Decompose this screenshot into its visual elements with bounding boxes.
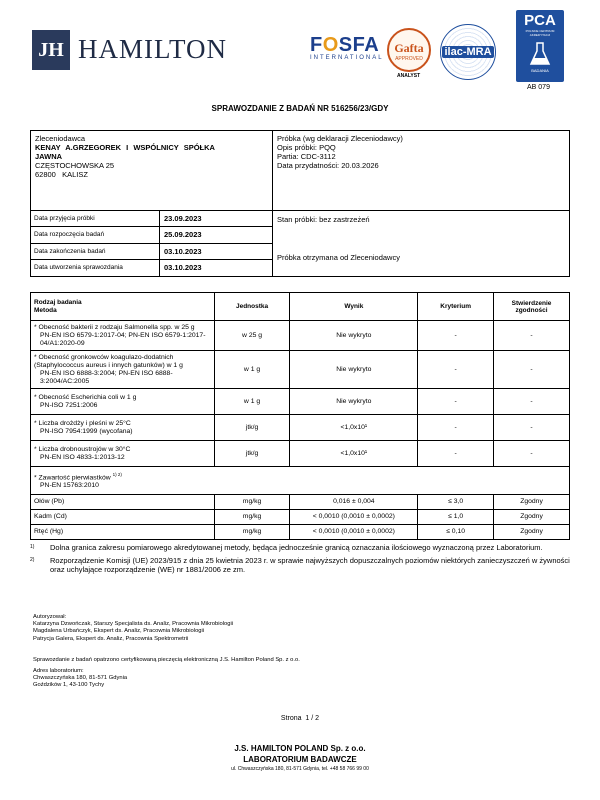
client-section (31, 131, 273, 211)
compliance-cell: - (494, 441, 570, 467)
compliance-cell: - (494, 415, 570, 441)
test-method: PN-EN ISO 4833-1:2013-12 (40, 453, 125, 461)
ilac-mra-text: ilac-MRA (444, 46, 492, 58)
pca-subtitle: POLSKIE CENTRUM AKREDYTACJI (525, 29, 555, 37)
results-table (30, 292, 570, 540)
criterion-cell: - (418, 415, 494, 441)
fosfa-text-suffix: SFA (338, 34, 380, 56)
unit-cell: mg/kg (214, 510, 290, 525)
criterion-cell: ≤ 3,0 (418, 495, 494, 510)
test-name: * Obecność gronkowców koagulazo-dodatnich (Staphylococcus aureus i innych gatunków) w 1 g (34, 353, 183, 369)
element-name: Rtęć (Hg) (31, 525, 215, 540)
sample-description: Opis próbki: PQQ (277, 143, 336, 152)
sample-section (273, 131, 569, 211)
footnote-mark: 2) (30, 556, 35, 563)
client-name-line2: JAWNA (35, 152, 63, 161)
criterion-cell: ≤ 1,0 (418, 510, 494, 525)
footnote-text: Dolna granica zakresu pomiarowego akredytowanej metody, będąca jednocześnie granicą oznaczania ilościowego wyznaczoną przez Laboratorium. (50, 543, 543, 552)
date-row (31, 227, 272, 243)
compliance-cell: Zgodny (494, 525, 570, 540)
test-name: * Obecność bakterii z rodzaju Salmonella spp. w 25 g (34, 323, 195, 331)
fosfa-subtitle: INTERNATIONAL (310, 55, 384, 61)
criterion-cell: - (418, 321, 494, 351)
footer-company: J.S. HAMILTON POLAND Sp. z o.o. (234, 744, 366, 753)
column-header-compliance (494, 293, 570, 321)
criterion-cell: - (418, 351, 494, 389)
element-name: Ołów (Pb) (31, 495, 215, 510)
hamilton-logo-mark: JH (32, 30, 70, 70)
hamilton-logo-text: HAMILTON (78, 34, 228, 64)
compliance-cell: - (494, 389, 570, 415)
fosfa-text-prefix: F (310, 34, 323, 56)
date-row (31, 244, 272, 260)
test-name: * Liczba drobnoustrojów w 30°C (34, 445, 131, 453)
column-header-criterion: Kryterium (418, 293, 494, 321)
lab-address-line: Chwaszczyńska 180, 81-571 Gdynia (33, 675, 128, 682)
table-group-row (31, 467, 570, 495)
column-header-unit: Jednostka (214, 293, 290, 321)
result-cell: < 0,0010 (0,0010 ± 0,0002) (290, 510, 418, 525)
test-method: PN-ISO 7251:2006 (40, 401, 98, 409)
date-label: Data rozpoczęcia badań (34, 231, 105, 239)
test-method: PN-EN ISO 6888-3:2004; PN-EN ISO 6888-3:2004/AC:2005 (40, 369, 173, 385)
elements-group-footnote-ref: 1) 2) (112, 471, 122, 477)
authorized-person: Patrycja Galera, Ekspert ds. Analiz, Pracownia Spektrometrii (33, 635, 189, 642)
fosfa-text-o: O (322, 34, 339, 56)
footer-lab: LABORATORIUM BADAWCZE (243, 755, 357, 764)
date-label: Data utworzenia sprawozdania (34, 263, 123, 271)
column-header-test-type: Rodzaj badania (34, 298, 82, 306)
unit-cell: w 25 g (214, 321, 290, 351)
test-cell (31, 351, 215, 389)
gafta-analyst-label: ANALYST (397, 73, 421, 79)
test-cell (31, 441, 215, 467)
table-row (31, 510, 570, 525)
unit-cell: mg/kg (214, 495, 290, 510)
pca-badania-label: BADANIA (531, 68, 549, 73)
result-cell: < 0,0010 (0,0010 ± 0,0002) (290, 525, 418, 540)
compliance-cell: - (494, 321, 570, 351)
date-row (31, 260, 272, 276)
accreditation-number: AB 079 (527, 84, 550, 91)
footnote (30, 556, 570, 575)
lab-address-heading: Adres laboratorium: (33, 668, 84, 674)
pca-logo (516, 10, 564, 82)
column-header-test-method: Metoda (34, 306, 57, 314)
authorized-person: Katarzyna Dzwończak, Starszy Specjalista ds. Analiz, Pracownia Mikrobiologii (33, 621, 234, 628)
dates-table (31, 211, 273, 276)
authorized-block (33, 614, 233, 643)
compliance-cell: - (494, 351, 570, 389)
sample-condition: Stan próbki: bez zastrzeżeń (277, 215, 370, 224)
lab-address-line: Goździków 1, 43-100 Tychy (33, 682, 105, 689)
test-method: PN-ISO 7954:1999 (wycofana) (40, 427, 133, 435)
table-row (31, 525, 570, 540)
hamilton-logo (32, 30, 252, 70)
footnote-text: Rozporządzenie Komisji (UE) 2023/915 z dnia 25 kwietnia 2023 r. w sprawie najwyższych dopuszczalnych poziomów niektórych zanieczyszczeń w żywności oraz uchylające rozporządzenie (WE) nr 1881/2006 ze zm. (50, 555, 570, 574)
sample-expiry: Data przydatności: 20.03.2026 (277, 161, 379, 170)
date-value: 23.09.2023 (159, 211, 273, 226)
table-row (31, 351, 570, 389)
electronic-seal-note: Sprawozdanie z badań opatrzono certyfikowaną pieczęcią elektroniczną J.S. Hamilton Poland Sp. z o.o. (33, 657, 300, 663)
table-row (31, 441, 570, 467)
date-value: 03.10.2023 (159, 260, 273, 276)
footnote (30, 543, 570, 553)
page-number: Strona 1 / 2 (280, 715, 320, 722)
unit-cell: jtk/g (214, 441, 290, 467)
client-sample-box (30, 130, 570, 277)
date-label: Data przyjęcia próbki (34, 215, 95, 222)
criterion-cell: - (418, 389, 494, 415)
result-cell: Nie wykryto (290, 321, 418, 351)
unit-cell: w 1 g (214, 351, 290, 389)
client-city: 62800 KALISZ (35, 170, 88, 179)
criterion-cell: ≤ 0,10 (418, 525, 494, 540)
compliance-cell: Zgodny (494, 510, 570, 525)
criterion-cell: - (418, 441, 494, 467)
date-row (31, 211, 272, 227)
elements-group-name: * Zawartość pierwiastków (34, 474, 111, 482)
sample-received-from: Próbka otrzymana od Zleceniodawcy (277, 253, 400, 262)
footnote-mark: 1) (30, 544, 35, 550)
unit-cell: w 1 g (214, 389, 290, 415)
result-cell: <1,0x10¹ (290, 441, 418, 467)
test-name: * Obecność Escherichia coli w 1 g (34, 393, 137, 401)
flask-icon (529, 41, 551, 67)
test-cell (31, 389, 215, 415)
column-header-result: Wynik (290, 293, 418, 321)
result-cell: 0,016 ± 0,004 (290, 495, 418, 510)
date-label: Data zakończenia badań (34, 247, 106, 255)
client-name-line1: KENAY A.GRZEGOREK I WSPÓLNICY SPÓŁKA (35, 143, 215, 152)
authorized-person: Magdalena Urbańczyk, Ekspert ds. Analiz, Pracownia Mikrobiologii (33, 628, 205, 635)
date-value: 25.09.2023 (159, 227, 273, 242)
result-cell: Nie wykryto (290, 389, 418, 415)
unit-cell: mg/kg (214, 525, 290, 540)
result-cell: <1,0x10¹ (290, 415, 418, 441)
ilac-mra-logo (440, 24, 496, 80)
test-cell (31, 321, 215, 351)
report-title: SPRAWOZDANIE Z BADAŃ NR 516256/23/GDY (211, 104, 389, 113)
compliance-cell: Zgodny (494, 495, 570, 510)
table-header-row (31, 293, 570, 321)
test-name: * Liczba drożdży i pleśni w 25°C (34, 419, 131, 427)
authorized-heading: Autoryzował: (33, 614, 67, 620)
fosfa-logo (310, 34, 388, 68)
table-row (31, 321, 570, 351)
column-header-compliance-line1: Stwierdzenie (511, 299, 552, 307)
pca-text: PCA (524, 12, 556, 29)
result-cell: Nie wykryto (290, 351, 418, 389)
footnotes (30, 543, 570, 578)
gafta-approved-text: APPROVED (395, 56, 423, 62)
gafta-text: Gafta (394, 41, 424, 55)
sample-heading: Próbka (wg deklaracji Zleceniodawcy) (277, 134, 403, 143)
footer-address: ul. Chwaszczyńska 180, 81-571 Gdynia, tel. +48 58 766 99 00 (231, 766, 369, 772)
test-method: PN-EN ISO 6579-1:2017-04; PN-EN ISO 6579-1:2017-04/A1:2020-09 (40, 331, 206, 347)
test-cell (31, 415, 215, 441)
column-header-compliance-line2: zgodności (515, 306, 548, 314)
table-row (31, 415, 570, 441)
date-value: 03.10.2023 (159, 244, 273, 259)
client-heading: Zleceniodawca (35, 134, 86, 143)
sample-batch: Partia: CDC-3112 (277, 152, 336, 161)
elements-group-method: PN-EN 15763:2010 (40, 482, 99, 490)
table-row (31, 495, 570, 510)
client-street: CZĘSTOCHOWSKA 25 (35, 161, 115, 170)
element-name: Kadm (Cd) (31, 510, 215, 525)
column-header-test (31, 293, 215, 321)
unit-cell: jtk/g (214, 415, 290, 441)
lab-address-block (33, 668, 127, 690)
table-row (31, 389, 570, 415)
gafta-logo (387, 28, 431, 72)
page-footer (0, 744, 600, 772)
elements-group-cell (31, 467, 570, 495)
